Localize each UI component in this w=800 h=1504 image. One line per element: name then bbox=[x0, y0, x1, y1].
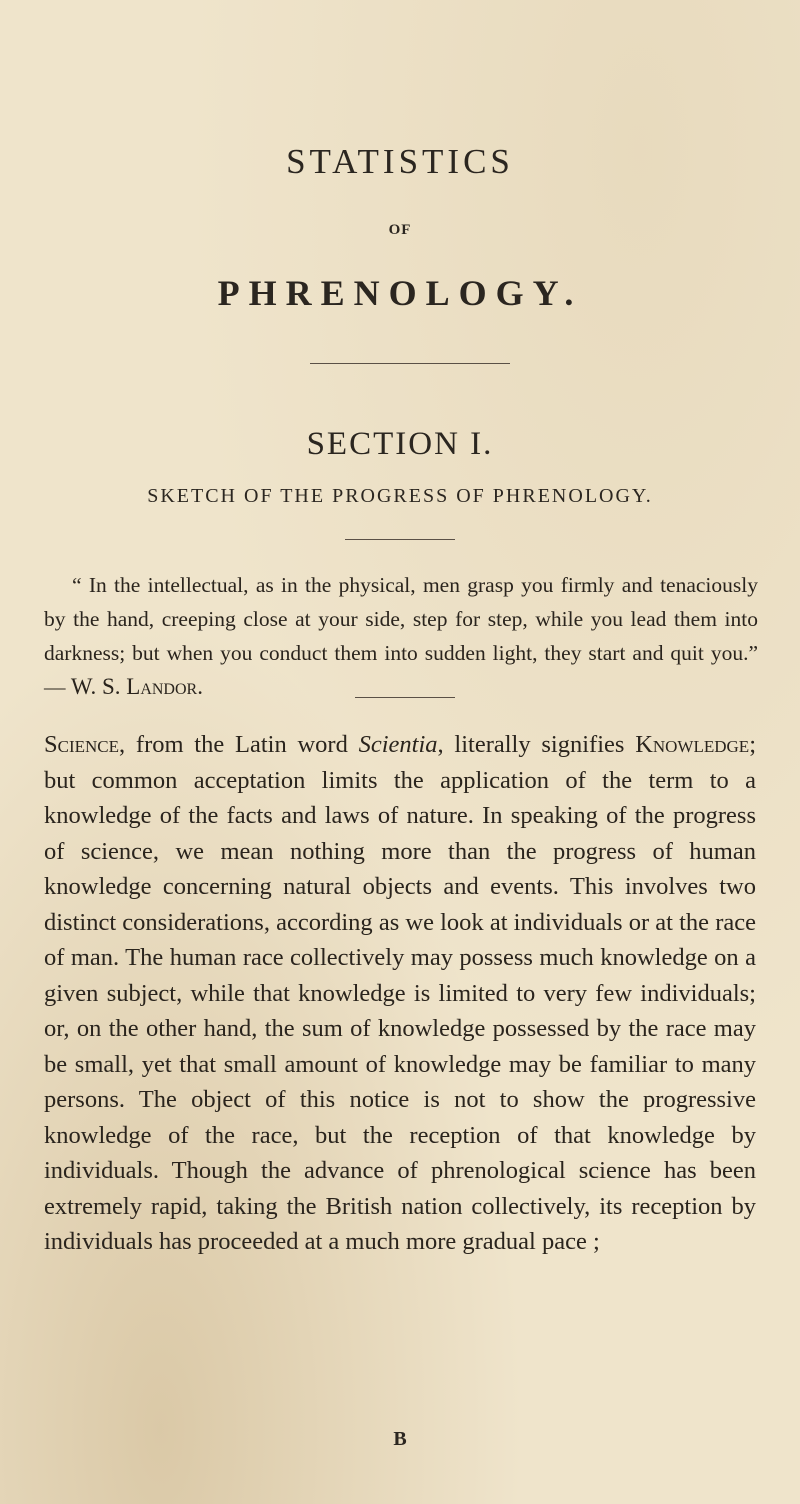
divider-rule bbox=[345, 539, 455, 540]
divider-rule bbox=[310, 363, 510, 364]
body-text-part: , from the Latin word bbox=[119, 731, 359, 758]
epigraph-quote: “ In the intellectual, as in the physical, men grasp you firmly and tenaciously by the hand, creeping close at your side, step for step, while you lead them into darkness; but when you conduct them into sudden light, they start and quit you.” — bbox=[44, 573, 758, 699]
emphasis-word: Knowledge bbox=[635, 731, 750, 758]
page-title: STATISTICS bbox=[286, 142, 514, 181]
divider-rule bbox=[355, 697, 455, 698]
signature-mark: B bbox=[393, 1428, 407, 1450]
body-paragraph bbox=[44, 727, 756, 1260]
section-subheading: SKETCH OF THE PROGRESS OF PHRENOLOGY. bbox=[147, 485, 653, 507]
body-text-part: , literally signifies bbox=[437, 731, 636, 758]
section-heading: SECTION I. bbox=[306, 426, 494, 462]
epigraph bbox=[44, 568, 758, 704]
latin-word: Scientia bbox=[358, 731, 438, 758]
epigraph-attribution: W. S. Landor. bbox=[70, 674, 203, 699]
page-subject: PHRENOLOGY. bbox=[217, 273, 583, 313]
title-connector: OF bbox=[388, 222, 412, 238]
body-text-rest: ; but common acceptation limits the application of the term to a knowledge of the facts and laws of nature. In speaking of the progress of science, we mean nothing more than the progress of human knowledge concerning natural objects and events. This involves two distinct considerations, according as we look at individuals or at the race of man. The human race collectively may possess much knowledge on a given subject, while that knowledge is limited to very few individuals; or, on the other hand, the sum of knowledge possessed by the race may be small, yet that small amount of knowledge may be familiar to many persons. The object of this notice is not to show the progressive knowledge of the race, but the reception of that knowledge by individuals. Though the advance of phrenological science has been extremely rapid, taking the British nation collectively, its reception by individuals has proceeded at a much more gradual pace ; bbox=[44, 731, 756, 1255]
lead-word: Science bbox=[44, 731, 120, 758]
